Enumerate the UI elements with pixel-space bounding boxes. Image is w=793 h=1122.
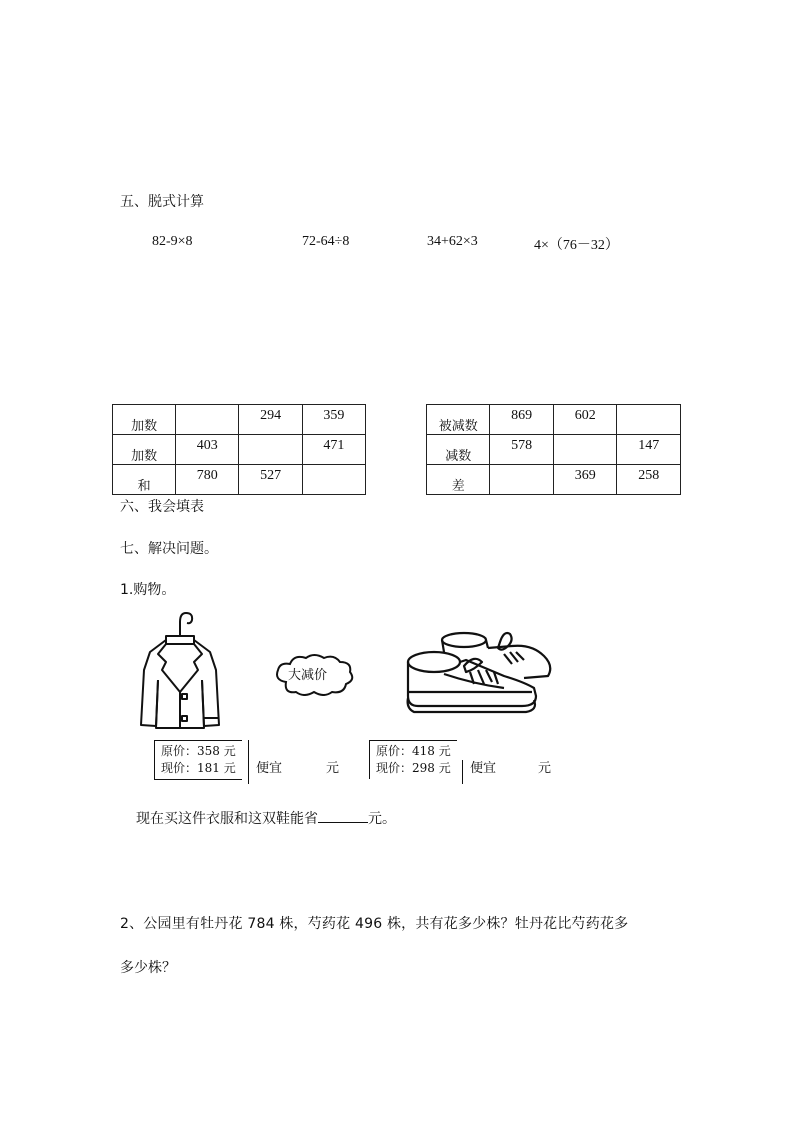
row-label: 差: [427, 465, 490, 495]
table-cell[interactable]: 294: [239, 405, 302, 435]
row-label: 加数: [113, 435, 176, 465]
problem-2-line-2: 多少株？: [120, 960, 176, 976]
addition-table: [112, 404, 366, 495]
table-cell[interactable]: 147: [617, 435, 681, 465]
shoes-original-price: 原价：418 元: [376, 744, 451, 758]
table-row: [113, 465, 366, 495]
row-label: 和: [113, 465, 176, 495]
table-row: [113, 435, 366, 465]
jacket-price-box: [154, 740, 242, 780]
section-7-title: 七、解决问题。: [120, 541, 218, 557]
question-prefix: 现在买这件衣服和这双鞋能省: [136, 811, 318, 827]
table-cell[interactable]: 369: [553, 465, 617, 495]
table-cell[interactable]: 527: [239, 465, 302, 495]
table-cell[interactable]: 602: [553, 405, 617, 435]
table-row: [427, 405, 681, 435]
problem-1-question: [136, 808, 396, 828]
row-label: 减数: [427, 435, 490, 465]
shoes-current-price: 现价：298 元: [376, 761, 451, 775]
expression-1: 82-9×8: [152, 234, 193, 249]
table-cell[interactable]: [617, 405, 681, 435]
answer-blank[interactable]: [318, 810, 368, 823]
problem-2-line-1: 2、公园里有牡丹花 784 株，芍药花 496 株，共有花多少株？牡丹花比芍药花多: [120, 916, 629, 932]
expression-3: 34+62×3: [427, 234, 478, 249]
table-cell[interactable]: 258: [617, 465, 681, 495]
shoes-price-box: [369, 740, 457, 779]
table-cell[interactable]: [239, 435, 302, 465]
expression-4: 4×（76－32）: [534, 238, 619, 253]
question-suffix: 元。: [368, 811, 396, 827]
table-cell[interactable]: [553, 435, 617, 465]
table-cell[interactable]: 869: [490, 405, 554, 435]
section-5-title: 五、脱式计算: [120, 194, 204, 210]
sale-tag-label: 大减价: [288, 668, 328, 683]
table-row: [427, 435, 681, 465]
jacket-original-price: 原价：358 元: [161, 744, 236, 758]
table-cell[interactable]: [302, 465, 365, 495]
shoes-cheaper-label: 便宜: [470, 761, 497, 776]
problem-1-title: 1.购物。: [120, 582, 176, 598]
table-cell[interactable]: 403: [176, 435, 239, 465]
section-6-title: 六、我会填表: [120, 499, 204, 515]
shoes-icon: [404, 626, 554, 718]
table-row: [113, 405, 366, 435]
table-cell[interactable]: 359: [302, 405, 365, 435]
table-cell[interactable]: [490, 465, 554, 495]
table-cell[interactable]: 471: [302, 435, 365, 465]
jacket-unit: 元: [326, 761, 340, 776]
jacket-cheaper-label: 便宜: [256, 761, 283, 776]
table-cell[interactable]: 780: [176, 465, 239, 495]
table-cell[interactable]: 578: [490, 435, 554, 465]
table-cell[interactable]: [176, 405, 239, 435]
jacket-current-price: 现价：181 元: [161, 761, 236, 775]
expression-2: 72-64÷8: [302, 234, 350, 249]
row-label: 加数: [113, 405, 176, 435]
row-label: 被减数: [427, 405, 490, 435]
price-box-divider: [248, 740, 249, 784]
shoes-unit: 元: [538, 761, 552, 776]
table-row: [427, 465, 681, 495]
subtraction-table: [426, 404, 681, 495]
price-box-divider: [462, 760, 463, 784]
jacket-icon: [136, 610, 226, 732]
